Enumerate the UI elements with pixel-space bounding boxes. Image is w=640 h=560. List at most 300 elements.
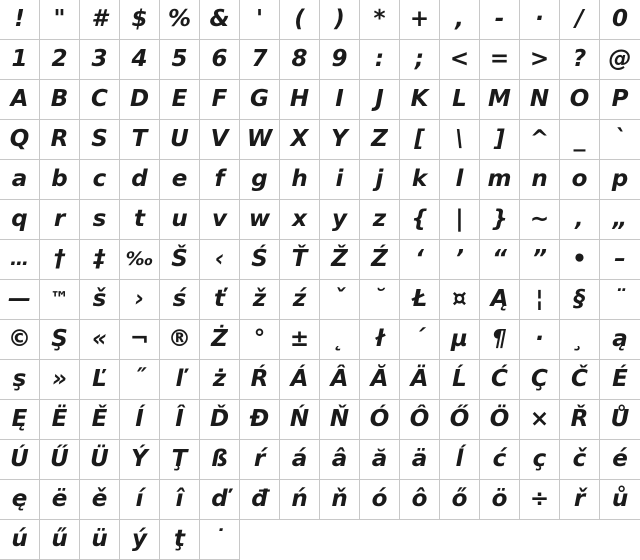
glyph-cell[interactable] <box>40 120 80 160</box>
glyph-character: ¦ <box>535 286 544 312</box>
glyph-cell[interactable] <box>0 240 40 280</box>
glyph-character: ţ <box>174 526 185 552</box>
glyph-cell[interactable] <box>560 240 600 280</box>
glyph-cell[interactable] <box>120 200 160 240</box>
glyph-cell[interactable] <box>360 0 400 40</box>
glyph-cell[interactable] <box>440 240 480 280</box>
glyph-character: y <box>332 206 347 232</box>
glyph-cell[interactable] <box>120 320 160 360</box>
glyph-character: e <box>171 166 188 192</box>
glyph-character: 3 <box>91 46 108 72</box>
glyph-cell[interactable] <box>480 440 520 480</box>
glyph-cell[interactable] <box>80 80 120 120</box>
glyph-cell[interactable] <box>0 480 40 520</box>
glyph-cell[interactable] <box>40 160 80 200</box>
glyph-character: • <box>572 246 587 272</box>
glyph-cell[interactable] <box>400 520 440 560</box>
glyph-cell[interactable] <box>560 320 600 360</box>
glyph-cell[interactable] <box>280 320 320 360</box>
glyph-cell[interactable] <box>440 360 480 400</box>
glyph-cell[interactable] <box>520 160 560 200</box>
glyph-cell[interactable] <box>160 400 200 440</box>
glyph-cell[interactable] <box>520 440 560 480</box>
glyph-cell[interactable] <box>560 280 600 320</box>
glyph-character: * <box>373 6 386 32</box>
glyph-cell[interactable] <box>120 0 160 40</box>
glyph-character: Á <box>290 366 309 392</box>
glyph-character: 6 <box>211 46 228 72</box>
glyph-cell[interactable] <box>280 40 320 80</box>
glyph-character: Î <box>175 406 184 432</box>
glyph-cell[interactable] <box>360 120 400 160</box>
glyph-cell[interactable] <box>240 480 280 520</box>
glyph-cell[interactable] <box>280 480 320 520</box>
glyph-cell[interactable] <box>520 520 560 560</box>
glyph-cell[interactable] <box>520 0 560 40</box>
glyph-cell[interactable] <box>160 240 200 280</box>
glyph-cell[interactable] <box>320 40 360 80</box>
glyph-cell[interactable] <box>240 40 280 80</box>
glyph-cell[interactable] <box>600 400 640 440</box>
glyph-cell[interactable] <box>200 280 240 320</box>
glyph-character: { <box>411 206 428 232</box>
glyph-cell[interactable] <box>160 120 200 160</box>
glyph-cell[interactable] <box>320 80 360 120</box>
glyph-character: a <box>11 166 28 192</box>
glyph-cell[interactable] <box>600 160 640 200</box>
glyph-cell[interactable] <box>360 520 400 560</box>
glyph-cell[interactable] <box>160 160 200 200</box>
glyph-cell[interactable] <box>320 200 360 240</box>
glyph-character: ˇ <box>333 286 346 312</box>
glyph-cell[interactable] <box>320 440 360 480</box>
glyph-cell[interactable] <box>280 520 320 560</box>
glyph-character: : <box>374 46 385 72</box>
glyph-cell[interactable] <box>400 360 440 400</box>
glyph-character: Ŕ <box>250 366 269 392</box>
glyph-cell[interactable] <box>320 0 360 40</box>
glyph-cell[interactable] <box>440 480 480 520</box>
glyph-character: F <box>211 86 228 112</box>
glyph-cell[interactable] <box>280 120 320 160</box>
glyph-cell[interactable] <box>600 200 640 240</box>
glyph-cell[interactable] <box>600 280 640 320</box>
glyph-cell[interactable] <box>480 360 520 400</box>
glyph-character: Ţ <box>171 446 188 472</box>
glyph-cell[interactable] <box>40 200 80 240</box>
glyph-cell[interactable] <box>40 280 80 320</box>
glyph-character: Ł <box>411 286 428 312</box>
glyph-cell[interactable] <box>160 360 200 400</box>
glyph-cell[interactable] <box>0 440 40 480</box>
glyph-cell[interactable] <box>280 80 320 120</box>
glyph-cell[interactable] <box>560 40 600 80</box>
glyph-cell[interactable] <box>520 360 560 400</box>
glyph-character: 5 <box>171 46 188 72</box>
glyph-cell[interactable] <box>440 80 480 120</box>
glyph-cell[interactable] <box>0 320 40 360</box>
glyph-cell[interactable] <box>600 520 640 560</box>
glyph-character: ‰ <box>125 248 154 270</box>
glyph-cell[interactable] <box>0 280 40 320</box>
glyph-cell[interactable] <box>320 480 360 520</box>
glyph-character: ! <box>14 6 25 32</box>
glyph-cell[interactable] <box>360 280 400 320</box>
glyph-cell[interactable] <box>440 40 480 80</box>
glyph-character: › <box>134 286 145 312</box>
glyph-character: n <box>531 166 548 192</box>
glyph-character: Q <box>9 126 30 152</box>
glyph-cell[interactable] <box>160 320 200 360</box>
glyph-cell[interactable] <box>400 40 440 80</box>
glyph-cell[interactable] <box>160 40 200 80</box>
glyph-character: P <box>611 86 629 112</box>
glyph-character: Ú <box>10 446 29 472</box>
glyph-cell[interactable] <box>400 160 440 200</box>
glyph-character: ® <box>168 326 191 352</box>
glyph-cell[interactable] <box>600 120 640 160</box>
glyph-cell[interactable] <box>360 440 400 480</box>
glyph-cell[interactable] <box>440 200 480 240</box>
glyph-cell[interactable] <box>160 0 200 40</box>
glyph-cell[interactable] <box>600 40 640 80</box>
glyph-cell[interactable] <box>360 40 400 80</box>
glyph-cell[interactable] <box>560 520 600 560</box>
glyph-cell[interactable] <box>240 0 280 40</box>
glyph-character: ¶ <box>492 326 507 352</box>
glyph-cell[interactable] <box>160 80 200 120</box>
glyph-character: D <box>129 86 150 112</box>
glyph-cell[interactable] <box>40 240 80 280</box>
glyph-cell[interactable] <box>280 440 320 480</box>
glyph-cell[interactable] <box>0 520 40 560</box>
glyph-cell[interactable] <box>240 200 280 240</box>
glyph-cell[interactable] <box>80 320 120 360</box>
glyph-cell[interactable] <box>480 120 520 160</box>
glyph-character: ű <box>51 526 68 552</box>
glyph-cell[interactable] <box>0 120 40 160</box>
glyph-cell[interactable] <box>120 120 160 160</box>
glyph-character: 7 <box>251 46 268 72</box>
glyph-cell[interactable] <box>400 280 440 320</box>
glyph-cell[interactable] <box>200 200 240 240</box>
glyph-cell[interactable] <box>40 400 80 440</box>
glyph-cell[interactable] <box>360 160 400 200</box>
glyph-character: ď <box>211 486 228 512</box>
glyph-cell[interactable] <box>480 400 520 440</box>
glyph-character: G <box>250 86 269 112</box>
glyph-character: Â <box>330 366 349 392</box>
glyph-cell[interactable] <box>560 480 600 520</box>
glyph-cell[interactable] <box>120 280 160 320</box>
glyph-character: ~ <box>529 206 550 232</box>
glyph-character: k <box>411 166 428 192</box>
glyph-cell[interactable] <box>80 360 120 400</box>
glyph-cell[interactable] <box>480 40 520 80</box>
glyph-cell[interactable] <box>240 360 280 400</box>
glyph-cell[interactable] <box>480 200 520 240</box>
glyph-cell[interactable] <box>80 480 120 520</box>
glyph-character: ś <box>172 286 187 312</box>
glyph-cell[interactable] <box>80 0 120 40</box>
glyph-cell[interactable] <box>520 280 560 320</box>
glyph-cell[interactable] <box>320 320 360 360</box>
glyph-cell[interactable] <box>80 200 120 240</box>
glyph-cell[interactable] <box>360 80 400 120</box>
glyph-character: V <box>210 126 229 152</box>
glyph-cell[interactable] <box>440 520 480 560</box>
glyph-cell[interactable] <box>320 120 360 160</box>
glyph-character: ’ <box>455 246 464 272</box>
glyph-cell[interactable] <box>600 360 640 400</box>
glyph-cell[interactable] <box>400 440 440 480</box>
glyph-cell[interactable] <box>360 200 400 240</box>
glyph-cell[interactable] <box>160 440 200 480</box>
glyph-cell[interactable] <box>480 320 520 360</box>
glyph-cell[interactable] <box>480 0 520 40</box>
glyph-cell[interactable] <box>40 320 80 360</box>
glyph-cell[interactable] <box>200 320 240 360</box>
glyph-character: [ <box>414 126 425 152</box>
glyph-cell[interactable] <box>600 80 640 120</box>
glyph-cell[interactable] <box>440 160 480 200</box>
glyph-cell[interactable] <box>0 360 40 400</box>
glyph-character: } <box>491 206 508 232</box>
glyph-cell[interactable] <box>440 320 480 360</box>
glyph-cell[interactable] <box>440 400 480 440</box>
glyph-cell[interactable] <box>40 80 80 120</box>
glyph-cell[interactable] <box>400 480 440 520</box>
glyph-cell[interactable] <box>40 480 80 520</box>
glyph-cell[interactable] <box>40 40 80 80</box>
glyph-cell[interactable] <box>240 80 280 120</box>
glyph-cell[interactable] <box>160 200 200 240</box>
glyph-cell[interactable] <box>560 400 600 440</box>
glyph-cell[interactable] <box>200 360 240 400</box>
glyph-character: - <box>494 6 505 32</box>
glyph-character: ř <box>573 486 586 512</box>
glyph-cell[interactable] <box>40 520 80 560</box>
glyph-cell[interactable] <box>40 0 80 40</box>
glyph-cell[interactable] <box>320 280 360 320</box>
glyph-cell[interactable] <box>480 280 520 320</box>
glyph-character: Ĺ <box>452 366 467 392</box>
glyph-character: Ö <box>489 406 510 432</box>
glyph-cell[interactable] <box>240 400 280 440</box>
glyph-character: Ď <box>209 406 230 432</box>
glyph-character: ± <box>289 326 310 352</box>
glyph-cell[interactable] <box>200 120 240 160</box>
glyph-character: Ť <box>291 246 308 272</box>
glyph-cell[interactable] <box>120 160 160 200</box>
glyph-cell[interactable] <box>400 0 440 40</box>
glyph-cell[interactable] <box>560 160 600 200</box>
glyph-cell[interactable] <box>80 520 120 560</box>
glyph-cell[interactable] <box>400 80 440 120</box>
glyph-cell[interactable] <box>280 240 320 280</box>
glyph-cell[interactable] <box>120 520 160 560</box>
glyph-cell[interactable] <box>240 120 280 160</box>
glyph-cell[interactable] <box>600 240 640 280</box>
glyph-cell[interactable] <box>160 520 200 560</box>
glyph-cell[interactable] <box>600 440 640 480</box>
glyph-cell[interactable] <box>520 480 560 520</box>
glyph-character: m <box>487 166 512 192</box>
glyph-cell[interactable] <box>360 480 400 520</box>
glyph-cell[interactable] <box>600 480 640 520</box>
glyph-character: U <box>170 126 189 152</box>
glyph-cell[interactable] <box>0 40 40 80</box>
glyph-cell[interactable] <box>240 160 280 200</box>
glyph-character: ł <box>375 326 384 352</box>
glyph-character: ‚ <box>575 206 584 232</box>
glyph-cell[interactable] <box>320 400 360 440</box>
glyph-cell[interactable] <box>520 320 560 360</box>
glyph-character: á <box>291 446 308 472</box>
glyph-cell[interactable] <box>600 320 640 360</box>
glyph-cell[interactable] <box>40 440 80 480</box>
glyph-cell[interactable] <box>200 240 240 280</box>
glyph-cell[interactable] <box>560 0 600 40</box>
glyph-cell[interactable] <box>200 0 240 40</box>
glyph-cell[interactable] <box>480 520 520 560</box>
glyph-character: ‹ <box>214 246 225 272</box>
glyph-cell[interactable] <box>0 160 40 200</box>
glyph-cell[interactable] <box>280 280 320 320</box>
glyph-cell[interactable] <box>240 320 280 360</box>
glyph-cell[interactable] <box>240 440 280 480</box>
glyph-cell[interactable] <box>440 120 480 160</box>
glyph-cell[interactable] <box>560 200 600 240</box>
glyph-cell[interactable] <box>320 240 360 280</box>
glyph-cell[interactable] <box>400 320 440 360</box>
glyph-cell[interactable] <box>440 280 480 320</box>
glyph-character: ý <box>132 526 147 552</box>
glyph-cell[interactable] <box>400 120 440 160</box>
glyph-cell[interactable] <box>520 400 560 440</box>
glyph-cell[interactable] <box>280 0 320 40</box>
glyph-character: Č <box>571 366 588 392</box>
glyph-cell[interactable] <box>120 240 160 280</box>
glyph-cell[interactable] <box>400 200 440 240</box>
glyph-cell[interactable] <box>0 0 40 40</box>
glyph-character: ĺ <box>455 446 464 472</box>
glyph-cell[interactable] <box>120 480 160 520</box>
glyph-cell[interactable] <box>200 440 240 480</box>
glyph-cell[interactable] <box>120 440 160 480</box>
glyph-cell[interactable] <box>280 200 320 240</box>
glyph-cell[interactable] <box>80 440 120 480</box>
glyph-cell[interactable] <box>80 120 120 160</box>
glyph-cell[interactable] <box>560 440 600 480</box>
glyph-character: ' <box>255 6 264 32</box>
glyph-character: ÷ <box>529 486 550 512</box>
glyph-cell[interactable] <box>560 360 600 400</box>
glyph-character: & <box>209 6 230 32</box>
glyph-cell[interactable] <box>360 400 400 440</box>
glyph-cell[interactable] <box>240 280 280 320</box>
glyph-cell[interactable] <box>240 240 280 280</box>
glyph-cell[interactable] <box>160 480 200 520</box>
glyph-cell[interactable] <box>200 480 240 520</box>
glyph-character: g <box>251 166 268 192</box>
glyph-cell[interactable] <box>200 400 240 440</box>
glyph-cell[interactable] <box>360 240 400 280</box>
glyph-character: ů <box>611 486 629 512</box>
glyph-character: † <box>53 246 66 272</box>
glyph-character: â <box>331 446 348 472</box>
glyph-cell[interactable] <box>200 160 240 200</box>
glyph-cell[interactable] <box>120 400 160 440</box>
glyph-cell[interactable] <box>200 40 240 80</box>
glyph-cell[interactable] <box>600 0 640 40</box>
glyph-cell[interactable] <box>520 240 560 280</box>
glyph-cell[interactable] <box>320 520 360 560</box>
glyph-character: · <box>535 6 544 32</box>
glyph-cell[interactable] <box>560 80 600 120</box>
glyph-cell[interactable] <box>80 240 120 280</box>
glyph-cell[interactable] <box>0 80 40 120</box>
glyph-character: đ <box>251 486 268 512</box>
glyph-cell[interactable] <box>80 400 120 440</box>
glyph-cell[interactable] <box>520 40 560 80</box>
glyph-cell[interactable] <box>120 80 160 120</box>
glyph-cell[interactable] <box>240 520 280 560</box>
glyph-cell[interactable] <box>120 40 160 80</box>
glyph-cell[interactable] <box>560 120 600 160</box>
glyph-cell[interactable] <box>360 360 400 400</box>
glyph-cell[interactable] <box>360 320 400 360</box>
glyph-cell[interactable] <box>480 480 520 520</box>
glyph-cell[interactable] <box>280 400 320 440</box>
glyph-cell[interactable] <box>400 240 440 280</box>
glyph-cell[interactable] <box>80 40 120 80</box>
glyph-cell[interactable] <box>160 280 200 320</box>
glyph-cell[interactable] <box>320 160 360 200</box>
glyph-cell[interactable] <box>80 160 120 200</box>
glyph-character: d <box>131 166 148 192</box>
glyph-character: ¬ <box>129 326 150 352</box>
glyph-character: ‡ <box>93 246 106 272</box>
glyph-cell[interactable] <box>80 280 120 320</box>
glyph-cell[interactable] <box>480 80 520 120</box>
glyph-cell[interactable] <box>280 360 320 400</box>
glyph-cell[interactable] <box>120 360 160 400</box>
glyph-cell[interactable] <box>440 0 480 40</box>
glyph-cell[interactable] <box>400 400 440 440</box>
glyph-cell[interactable] <box>0 400 40 440</box>
glyph-cell[interactable] <box>480 160 520 200</box>
glyph-cell[interactable] <box>520 200 560 240</box>
glyph-cell[interactable] <box>440 440 480 480</box>
glyph-character: Đ <box>249 406 270 432</box>
glyph-character: » <box>52 366 67 392</box>
glyph-cell[interactable] <box>200 520 240 560</box>
glyph-cell[interactable] <box>200 80 240 120</box>
glyph-character: I <box>335 86 344 112</box>
glyph-character: R <box>50 126 69 152</box>
glyph-cell[interactable] <box>520 80 560 120</box>
glyph-character: f <box>214 166 225 192</box>
glyph-cell[interactable] <box>320 360 360 400</box>
glyph-character: ´ <box>413 326 426 352</box>
glyph-character: ü <box>91 526 108 552</box>
glyph-cell[interactable] <box>480 240 520 280</box>
glyph-cell[interactable] <box>520 120 560 160</box>
glyph-cell[interactable] <box>0 200 40 240</box>
glyph-cell[interactable] <box>280 160 320 200</box>
glyph-cell[interactable] <box>40 360 80 400</box>
